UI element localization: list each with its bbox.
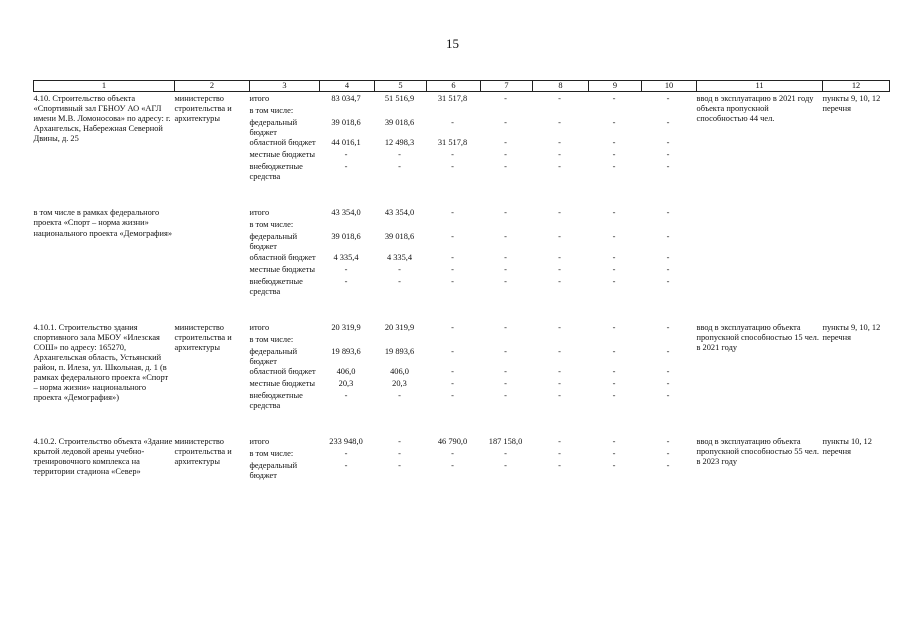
value-cell-c8: - (558, 232, 561, 242)
value-cell-c8: - (558, 437, 561, 447)
value-cell-c5 (375, 220, 427, 232)
value-cell-c5: 51 516,9 (384, 94, 415, 104)
value-cell-c8: - (558, 276, 561, 286)
value-cell-c6: - (451, 449, 454, 459)
executor-cell: министерство строительства и архитектуры (174, 322, 232, 352)
value-cell-c10: - (666, 390, 670, 400)
executor-cell (175, 206, 250, 296)
value-cell-c10: - (666, 378, 670, 388)
value-cell-c10 (642, 335, 697, 347)
value-cell-c4: 39 018,6 (331, 232, 361, 242)
value-cell-c7: - (504, 208, 507, 218)
value-cell-c7 (481, 220, 533, 232)
value-cell-c9: - (612, 264, 616, 274)
value-cell-c7: - (504, 162, 507, 172)
funding-source-label: местные бюджеты (249, 378, 316, 388)
value-cell-c7 (481, 106, 533, 118)
funding-source-label: итого (249, 322, 270, 332)
value-cell-c10: - (666, 232, 670, 242)
col-header-7: 7 (481, 81, 533, 92)
value-cell-c8: - (558, 118, 561, 128)
value-cell-c5: - (398, 390, 401, 400)
result-cell: ввод в эксплуатацию объекта пропускной способностью 55 чел. в 2023 году (696, 437, 819, 467)
value-cell-c6: - (451, 252, 454, 262)
result-cell: ввод в эксплуатацию объекта пропускной способностью 15 чел. в 2021 году (696, 322, 819, 352)
value-cell-c7: - (504, 138, 507, 148)
value-cell-c7: - (504, 378, 507, 388)
col-header-1: 1 (34, 81, 175, 92)
value-cell-c7: - (504, 346, 507, 356)
value-cell-c8: - (558, 252, 561, 262)
funding-source-label: областной бюджет (249, 138, 316, 148)
value-cell-c10: - (666, 118, 670, 128)
result-cell (697, 206, 823, 296)
value-cell-c10: - (666, 162, 670, 172)
value-cell-c7: - (504, 390, 507, 400)
value-cell-c8 (533, 220, 589, 232)
value-cell-c4: - (344, 390, 348, 400)
value-cell-c7: - (504, 322, 507, 332)
value-cell-c8: - (558, 208, 561, 218)
funding-source-label: внебюджетные средства (249, 276, 303, 296)
value-cell-c7: - (504, 449, 507, 459)
points-cell: пункты 9, 10, 12 перечня (822, 94, 881, 114)
col-header-4: 4 (320, 81, 375, 92)
value-cell-c8: - (558, 366, 561, 376)
spacer-row (34, 297, 890, 309)
total-row (34, 321, 890, 335)
col-header-12: 12 (823, 81, 890, 92)
value-cell-c7: - (504, 94, 507, 104)
funding-source-label: итого (249, 437, 270, 447)
value-cell-c8 (533, 106, 589, 118)
col-header-9: 9 (589, 81, 642, 92)
value-cell-c8: - (558, 322, 561, 332)
page-number: 15 (446, 36, 459, 51)
value-cell-c4: 4 335,4 (333, 252, 359, 262)
value-cell-c4: 406,0 (336, 366, 356, 376)
value-cell-c9 (589, 220, 642, 232)
value-cell-c8: - (558, 378, 561, 388)
value-cell-c6: 31 517,8 (437, 94, 468, 104)
executor-cell: министерство строительства и архитектуры (174, 437, 232, 467)
value-cell-c8: - (558, 162, 561, 172)
value-cell-c10: - (666, 461, 670, 471)
points-cell (823, 206, 890, 296)
value-cell-c9: - (612, 276, 616, 286)
col-header-10: 10 (642, 81, 697, 92)
value-cell-c6: - (451, 378, 454, 388)
column-number-row (34, 81, 890, 92)
block-4-10 (34, 92, 890, 207)
value-cell-c5 (375, 335, 427, 347)
value-cell-c4: - (344, 150, 348, 160)
value-cell-c10: - (666, 150, 670, 160)
value-cell-c10: - (666, 138, 670, 148)
value-cell-c5: - (398, 162, 401, 172)
value-cell-c6: - (451, 390, 454, 400)
value-cell-c4: 39 018,6 (331, 118, 361, 128)
funding-source-label: внебюджетные средства (249, 162, 303, 182)
block-4-10-federal-project (34, 206, 890, 320)
value-cell-c5: - (398, 264, 401, 274)
value-cell-c9: - (612, 378, 616, 388)
value-cell-c4: 43 354,0 (331, 208, 361, 218)
value-cell-c8: - (558, 390, 561, 400)
value-cell-c4 (320, 220, 375, 232)
total-row (34, 206, 890, 220)
value-cell-c5: 4 335,4 (386, 252, 413, 262)
points-cell: пункты 10, 12 перечня (822, 437, 872, 457)
value-cell-c5: - (398, 276, 401, 286)
funding-source-label: в том числе: (249, 449, 294, 459)
funding-source-label: в том числе: (249, 334, 294, 344)
value-cell-c9: - (612, 232, 616, 242)
value-cell-c9: - (612, 449, 616, 459)
value-cell-c6: - (451, 264, 454, 274)
value-cell-c7: - (504, 232, 507, 242)
value-cell-c6 (427, 106, 481, 118)
value-cell-c6 (427, 220, 481, 232)
funding-source-label: местные бюджеты (249, 264, 316, 274)
spacer-row (34, 423, 890, 435)
value-cell-c6: - (451, 162, 454, 172)
col-header-2: 2 (175, 81, 250, 92)
value-cell-c7: - (504, 366, 507, 376)
spacer-row (34, 194, 890, 206)
value-cell-c4: 19 893,6 (331, 346, 361, 356)
spacer-cell (34, 423, 890, 435)
funding-source-label: федеральный бюджет (249, 346, 298, 366)
funding-source-label: федеральный бюджет (249, 461, 298, 481)
value-cell-c5: 39 018,6 (384, 118, 415, 128)
value-cell-c7: - (504, 150, 507, 160)
value-cell-c4: - (344, 276, 348, 286)
col-header-3: 3 (250, 81, 320, 92)
value-cell-c9: - (612, 118, 616, 128)
value-cell-c7: - (504, 252, 507, 262)
funding-source-label: внебюджетные средства (249, 390, 303, 410)
value-cell-c9: - (612, 252, 616, 262)
value-cell-c9: - (612, 437, 616, 447)
value-cell-c10: - (666, 346, 670, 356)
funding-source-label: областной бюджет (249, 366, 316, 376)
object-name: 4.10.2. Строительство объекта «Здание крытой ледовой арены учебно-тренировочного комплекса на территории стадиона «Север» (33, 437, 173, 477)
col-header-8: 8 (533, 81, 589, 92)
value-cell-c6: - (451, 208, 454, 218)
points-cell: пункты 9, 10, 12 перечня (822, 322, 881, 342)
value-cell-c5: 406,0 (390, 366, 409, 376)
value-cell-c9 (589, 106, 642, 118)
value-cell-c5: 20,3 (392, 378, 407, 388)
value-cell-c9: - (612, 322, 616, 332)
funding-source-label: в том числе: (249, 220, 294, 230)
value-cell-c9: - (612, 461, 616, 471)
value-cell-c9: - (612, 150, 616, 160)
value-cell-c7: - (504, 461, 507, 471)
total-row (34, 435, 890, 449)
value-cell-c6: - (451, 150, 454, 160)
value-cell-c10: - (666, 208, 670, 218)
spacer-cell (34, 182, 890, 194)
funding-source-label: федеральный бюджет (249, 232, 298, 252)
value-cell-c8: - (558, 94, 561, 104)
spacer-cell (34, 309, 890, 321)
object-name: 4.10. Строительство объекта «Спортивный зал ГБНОУ АО «АГЛ имени М.В. Ломоносова» по адресу: г. Архангельск, Набережная Северной Двины, д. 25 (33, 94, 171, 144)
value-cell-c7: 187 158,0 (488, 437, 523, 447)
value-cell-c9: - (612, 390, 616, 400)
value-cell-c4: 20 319,9 (331, 322, 361, 332)
value-cell-c10: - (666, 322, 670, 332)
executor-cell: министерство строительства и архитектуры (174, 94, 232, 124)
object-name: в том числе в рамках федерального проекта «Спорт – норма жизни» национального проекта «Демография» (33, 208, 173, 238)
value-cell-c9: - (612, 208, 616, 218)
value-cell-c6: - (451, 322, 454, 332)
budget-table (33, 80, 890, 481)
value-cell-c7: - (504, 118, 507, 128)
value-cell-c6 (427, 335, 481, 347)
value-cell-c4: - (344, 461, 348, 471)
spacer-row (34, 411, 890, 423)
total-row (34, 92, 890, 107)
result-cell: ввод в эксплуатацию в 2021 году объекта пропускной способностью 44 чел. (696, 94, 814, 124)
value-cell-c4 (320, 335, 375, 347)
value-cell-c9 (589, 335, 642, 347)
spacer-cell (34, 297, 890, 309)
value-cell-c10: - (666, 252, 670, 262)
value-cell-c4: - (344, 162, 348, 172)
value-cell-c5: 39 018,6 (384, 232, 415, 242)
value-cell-c8: - (558, 150, 561, 160)
funding-source-label: областной бюджет (249, 252, 316, 262)
value-cell-c6: - (451, 276, 454, 286)
value-cell-c8: - (558, 461, 561, 471)
value-cell-c8: - (558, 264, 561, 274)
value-cell-c10: - (666, 437, 670, 447)
value-cell-c9: - (612, 162, 616, 172)
funding-source-label: местные бюджеты (249, 150, 316, 160)
value-cell-c4: 83 034,7 (331, 94, 361, 104)
value-cell-c10: - (666, 264, 670, 274)
value-cell-c7: - (504, 264, 507, 274)
value-cell-c9: - (612, 138, 616, 148)
value-cell-c10 (642, 106, 697, 118)
value-cell-c5 (375, 106, 427, 118)
funding-source-label: федеральный бюджет (249, 118, 298, 138)
col-header-5: 5 (375, 81, 427, 92)
value-cell-c6: - (451, 346, 454, 356)
value-cell-c10: - (666, 94, 670, 104)
block-4-10-2 (34, 435, 890, 481)
value-cell-c4: 44 016,1 (331, 138, 361, 148)
value-cell-c4: 233 948,0 (329, 437, 363, 447)
col-header-6: 6 (427, 81, 481, 92)
value-cell-c7: - (504, 276, 507, 286)
value-cell-c9: - (612, 366, 616, 376)
value-cell-c8: - (558, 449, 561, 459)
funding-source-label: итого (249, 94, 270, 104)
value-cell-c8 (533, 335, 589, 347)
spacer-row (34, 309, 890, 321)
value-cell-c5: 20 319,9 (384, 322, 415, 332)
value-cell-c4 (320, 106, 375, 118)
spacer-row (34, 182, 890, 194)
value-cell-c6: - (451, 232, 454, 242)
value-cell-c5: - (398, 150, 401, 160)
value-cell-c10: - (666, 366, 670, 376)
spacer-cell (34, 411, 890, 423)
value-cell-c10: - (666, 449, 670, 459)
value-cell-c5: 43 354,0 (384, 208, 415, 218)
value-cell-c8: - (558, 346, 561, 356)
value-cell-c9: - (612, 346, 616, 356)
value-cell-c6: 46 790,0 (437, 437, 468, 447)
value-cell-c6: - (451, 366, 454, 376)
value-cell-c5: - (398, 449, 401, 459)
col-header-11: 11 (697, 81, 823, 92)
funding-source-label: итого (249, 208, 270, 218)
value-cell-c5: - (398, 437, 401, 447)
value-cell-c4: - (344, 449, 348, 459)
value-cell-c4: - (344, 264, 348, 274)
value-cell-c5: - (398, 461, 401, 471)
value-cell-c10: - (666, 276, 670, 286)
value-cell-c6: - (451, 461, 454, 471)
value-cell-c6: 31 517,8 (437, 138, 468, 148)
spacer-cell (34, 194, 890, 206)
value-cell-c5: 12 498,3 (384, 138, 415, 148)
block-4-10-1 (34, 321, 890, 435)
funding-source-label: в том числе: (249, 106, 294, 116)
value-cell-c10 (642, 220, 697, 232)
value-cell-c4: 20,3 (338, 378, 354, 388)
value-cell-c7 (481, 335, 533, 347)
value-cell-c9: - (612, 94, 616, 104)
value-cell-c5: 19 893,6 (384, 346, 415, 356)
object-name: 4.10.1. Строительство здания спортивного зала МБОУ «Илезская СОШ» по адресу: 165270, Архангельская область, Устьянский район, п. Илеза, ул. Школьная, д. 1 (в рамках федерального проекта «Спорт – норма жизни» национального проекта «Демография») (33, 322, 169, 403)
value-cell-c6: - (451, 118, 454, 128)
value-cell-c8: - (558, 138, 561, 148)
